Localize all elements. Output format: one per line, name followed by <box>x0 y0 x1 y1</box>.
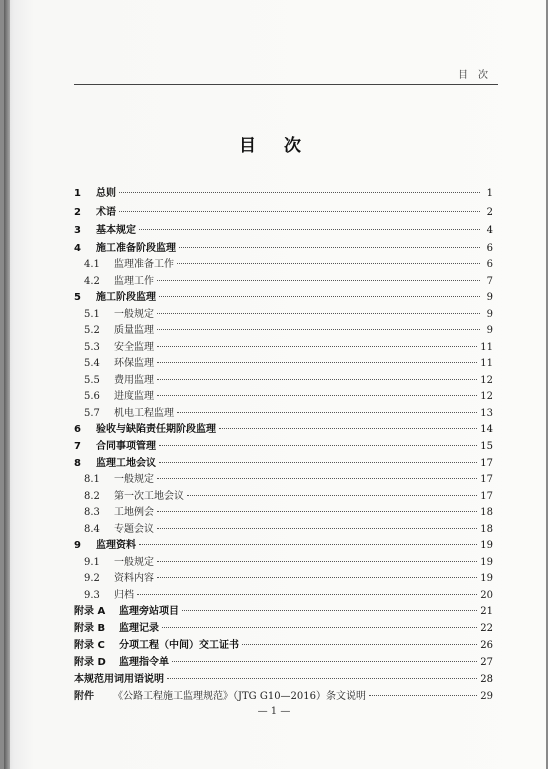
toc-entry-page: 27 <box>480 657 493 668</box>
toc-entry-number: 5.5 <box>84 375 100 386</box>
dot-leader <box>177 412 477 413</box>
toc-entry-page: 9 <box>486 292 493 303</box>
toc-entry-label: 一般规定 <box>114 309 154 320</box>
toc-entry-number: 8.1 <box>84 474 100 485</box>
toc-entry-page: 17 <box>480 491 493 502</box>
dot-leader <box>157 346 477 347</box>
toc-entry[interactable] <box>74 221 493 237</box>
dot-leader <box>119 211 480 212</box>
dot-leader <box>159 445 477 446</box>
toc-entry[interactable] <box>84 404 493 420</box>
toc-entry-label: 基本规定 <box>96 225 136 236</box>
toc-entry-label: 一般规定 <box>114 474 154 485</box>
toc-entry[interactable] <box>74 239 493 255</box>
toc-entry[interactable] <box>74 437 493 453</box>
toc-entry[interactable] <box>74 670 493 686</box>
toc-title: 目次 <box>239 136 329 156</box>
toc-entry[interactable] <box>84 520 493 536</box>
toc-entry-page: 19 <box>480 557 493 568</box>
toc-entry-page: 6 <box>486 243 493 254</box>
toc-entry[interactable] <box>84 305 493 321</box>
toc-entry[interactable] <box>84 487 493 503</box>
dot-leader <box>172 661 477 662</box>
toc-entry-number: 9.3 <box>84 590 100 601</box>
toc-entry-number: 5.7 <box>84 408 100 419</box>
toc-entry-label: 监理资料 <box>96 540 136 551</box>
toc-entry-label: 工地例会 <box>114 507 154 518</box>
toc-entry[interactable] <box>74 288 493 304</box>
toc-entry-number: 8 <box>74 458 81 469</box>
toc-entry[interactable] <box>74 454 493 470</box>
dot-leader <box>167 678 477 679</box>
toc-entry-page: 18 <box>480 507 493 518</box>
toc-entry-page: 29 <box>480 691 493 702</box>
toc-entry-number: 8.2 <box>84 491 100 502</box>
toc-entry-page: 17 <box>480 458 493 469</box>
page-number-footer: — 1 — <box>257 706 291 717</box>
toc-entry-label: 监理记录 <box>119 623 159 634</box>
dot-leader <box>139 229 480 230</box>
toc-entry-number: 5.2 <box>84 325 100 336</box>
toc-entry-label: 分项工程（中间）交工证书 <box>119 640 239 651</box>
toc-entry-page: 2 <box>486 207 493 218</box>
dot-leader <box>157 577 477 578</box>
toc-entry-number: 9.2 <box>84 573 100 584</box>
toc-entry[interactable] <box>84 586 493 602</box>
dot-leader <box>177 263 480 264</box>
toc-entry-page: 18 <box>480 524 493 535</box>
toc-entry-label: 质量监理 <box>114 325 154 336</box>
toc-entry[interactable] <box>74 203 493 219</box>
toc-entry-label: 施工阶段监理 <box>96 292 156 303</box>
toc-entry[interactable] <box>84 371 493 387</box>
dot-leader <box>157 379 477 380</box>
toc-entry-page: 11 <box>480 358 493 369</box>
dot-leader <box>242 644 477 645</box>
toc-entry[interactable] <box>84 321 493 337</box>
toc-entry[interactable] <box>74 619 493 635</box>
toc-entry-page: 14 <box>480 424 493 435</box>
dot-leader <box>157 395 477 396</box>
toc-entry[interactable] <box>74 636 493 652</box>
toc-entry[interactable] <box>84 569 493 585</box>
toc-entry[interactable] <box>84 470 493 486</box>
toc-entry-number: 5.4 <box>84 358 100 369</box>
toc-entry[interactable] <box>74 184 493 200</box>
toc-entry-label: 总则 <box>96 188 116 199</box>
toc-entry-page: 4 <box>486 225 493 236</box>
toc-entry-label: 本规范用词用语说明 <box>74 674 164 685</box>
toc-entry-page: 7 <box>486 276 493 287</box>
toc-entry-label: 进度监理 <box>114 391 154 402</box>
toc-entry-page: 12 <box>480 375 493 386</box>
toc-entry-page: 11 <box>480 342 493 353</box>
toc-entry-page: 17 <box>480 474 493 485</box>
toc-entry-page: 1 <box>486 188 493 199</box>
toc-entry-page: 13 <box>480 408 493 419</box>
dot-leader <box>157 528 477 529</box>
toc-entry[interactable] <box>74 536 493 552</box>
toc-entry-number: 附录 A <box>74 606 106 617</box>
toc-entry-page: 9 <box>486 309 493 320</box>
toc-entry[interactable] <box>74 602 493 618</box>
toc-entry-page: 21 <box>480 606 493 617</box>
running-head: 目次 <box>74 66 498 85</box>
dot-leader <box>139 544 477 545</box>
toc-entry-label: 专题会议 <box>114 524 154 535</box>
toc-entry[interactable] <box>84 255 493 271</box>
toc-entry[interactable] <box>74 687 493 703</box>
toc-entry-label: 监理指令单 <box>119 657 169 668</box>
dot-leader <box>159 296 480 297</box>
toc-entry-number: 2 <box>74 207 81 218</box>
dot-leader <box>179 247 480 248</box>
toc-entry[interactable] <box>84 503 493 519</box>
toc-entry-number: 附录 C <box>74 640 105 651</box>
toc-entry[interactable] <box>84 272 493 288</box>
toc-entry-label: 第一次工地会议 <box>114 491 184 502</box>
toc-entry[interactable] <box>84 387 493 403</box>
toc-entry-label: 一般规定 <box>114 557 154 568</box>
toc-entry-number: 7 <box>74 441 81 452</box>
dot-leader <box>157 280 480 281</box>
dot-leader <box>157 329 480 330</box>
toc-entry-page: 19 <box>480 540 493 551</box>
toc-entry-page: 22 <box>480 623 493 634</box>
toc-entry-label: 《公路工程施工监理规范》（JTG G10—2016）条文说明 <box>113 691 367 702</box>
toc-entry-number: 4.2 <box>84 276 100 287</box>
toc-entry-number: 4 <box>74 243 81 254</box>
dot-leader <box>369 695 477 696</box>
toc-entry-label: 监理旁站项目 <box>119 606 179 617</box>
toc-entry-number: 9 <box>74 540 81 551</box>
toc-entry-label: 验收与缺陷责任期阶段监理 <box>96 424 216 435</box>
dot-leader <box>137 594 477 595</box>
toc-entry-label: 归档 <box>114 590 134 601</box>
toc-entry-page: 28 <box>480 674 493 685</box>
toc-entry-number: 8.4 <box>84 524 100 535</box>
toc-entry-label: 费用监理 <box>114 375 154 386</box>
toc-entry-label: 监理工地会议 <box>96 458 156 469</box>
toc-entry-number: 附件 <box>74 691 94 702</box>
toc-entry-number: 4.1 <box>84 259 100 270</box>
toc-entry-label: 环保监理 <box>114 358 154 369</box>
toc-entry-number: 9.1 <box>84 557 100 568</box>
toc-entry-label: 监理准备工作 <box>114 259 174 270</box>
dot-leader <box>157 478 477 479</box>
dot-leader <box>187 495 477 496</box>
toc-entry-number: 5.1 <box>84 309 100 320</box>
toc-entry[interactable] <box>74 420 493 436</box>
toc-entry-page: 19 <box>480 573 493 584</box>
toc-entry-label: 机电工程监理 <box>114 408 174 419</box>
toc-entry-number: 附录 B <box>74 623 106 634</box>
dot-leader <box>182 610 477 611</box>
toc-entry-page: 9 <box>486 325 493 336</box>
toc-entry[interactable] <box>84 338 493 354</box>
toc-entry-number: 8.3 <box>84 507 100 518</box>
toc-entry-page: 20 <box>480 590 493 601</box>
toc-entry-page: 12 <box>480 391 493 402</box>
toc-entry-number: 5.3 <box>84 342 100 353</box>
dot-leader <box>219 428 477 429</box>
dot-leader <box>157 511 477 512</box>
toc-entry-label: 合同事项管理 <box>96 441 156 452</box>
dot-leader <box>157 362 477 363</box>
toc-entry-page: 6 <box>486 259 493 270</box>
toc-entry-label: 资料内容 <box>114 573 154 584</box>
dot-leader <box>119 192 480 193</box>
toc-entry-label: 施工准备阶段监理 <box>96 243 176 254</box>
toc-entry-number: 3 <box>74 225 81 236</box>
page-spine-shadow <box>4 0 10 769</box>
toc-entry[interactable] <box>74 653 493 669</box>
toc-entry-page: 26 <box>480 640 493 651</box>
toc-entry-number: 5 <box>74 292 81 303</box>
toc-entry-number: 5.6 <box>84 391 100 402</box>
toc-entry-label: 监理工作 <box>114 276 154 287</box>
toc-entry[interactable] <box>84 354 493 370</box>
toc-entry-number: 附录 D <box>74 657 106 668</box>
toc-entry-number: 1 <box>74 188 81 199</box>
dot-leader <box>162 627 477 628</box>
toc-entry[interactable] <box>84 553 493 569</box>
toc-entry-label: 安全监理 <box>114 342 154 353</box>
toc-entry-label: 术语 <box>96 207 116 218</box>
dot-leader <box>157 561 477 562</box>
dot-leader <box>157 313 480 314</box>
toc-entry-number: 6 <box>74 424 81 435</box>
toc-entry-page: 15 <box>480 441 493 452</box>
dot-leader <box>159 462 477 463</box>
